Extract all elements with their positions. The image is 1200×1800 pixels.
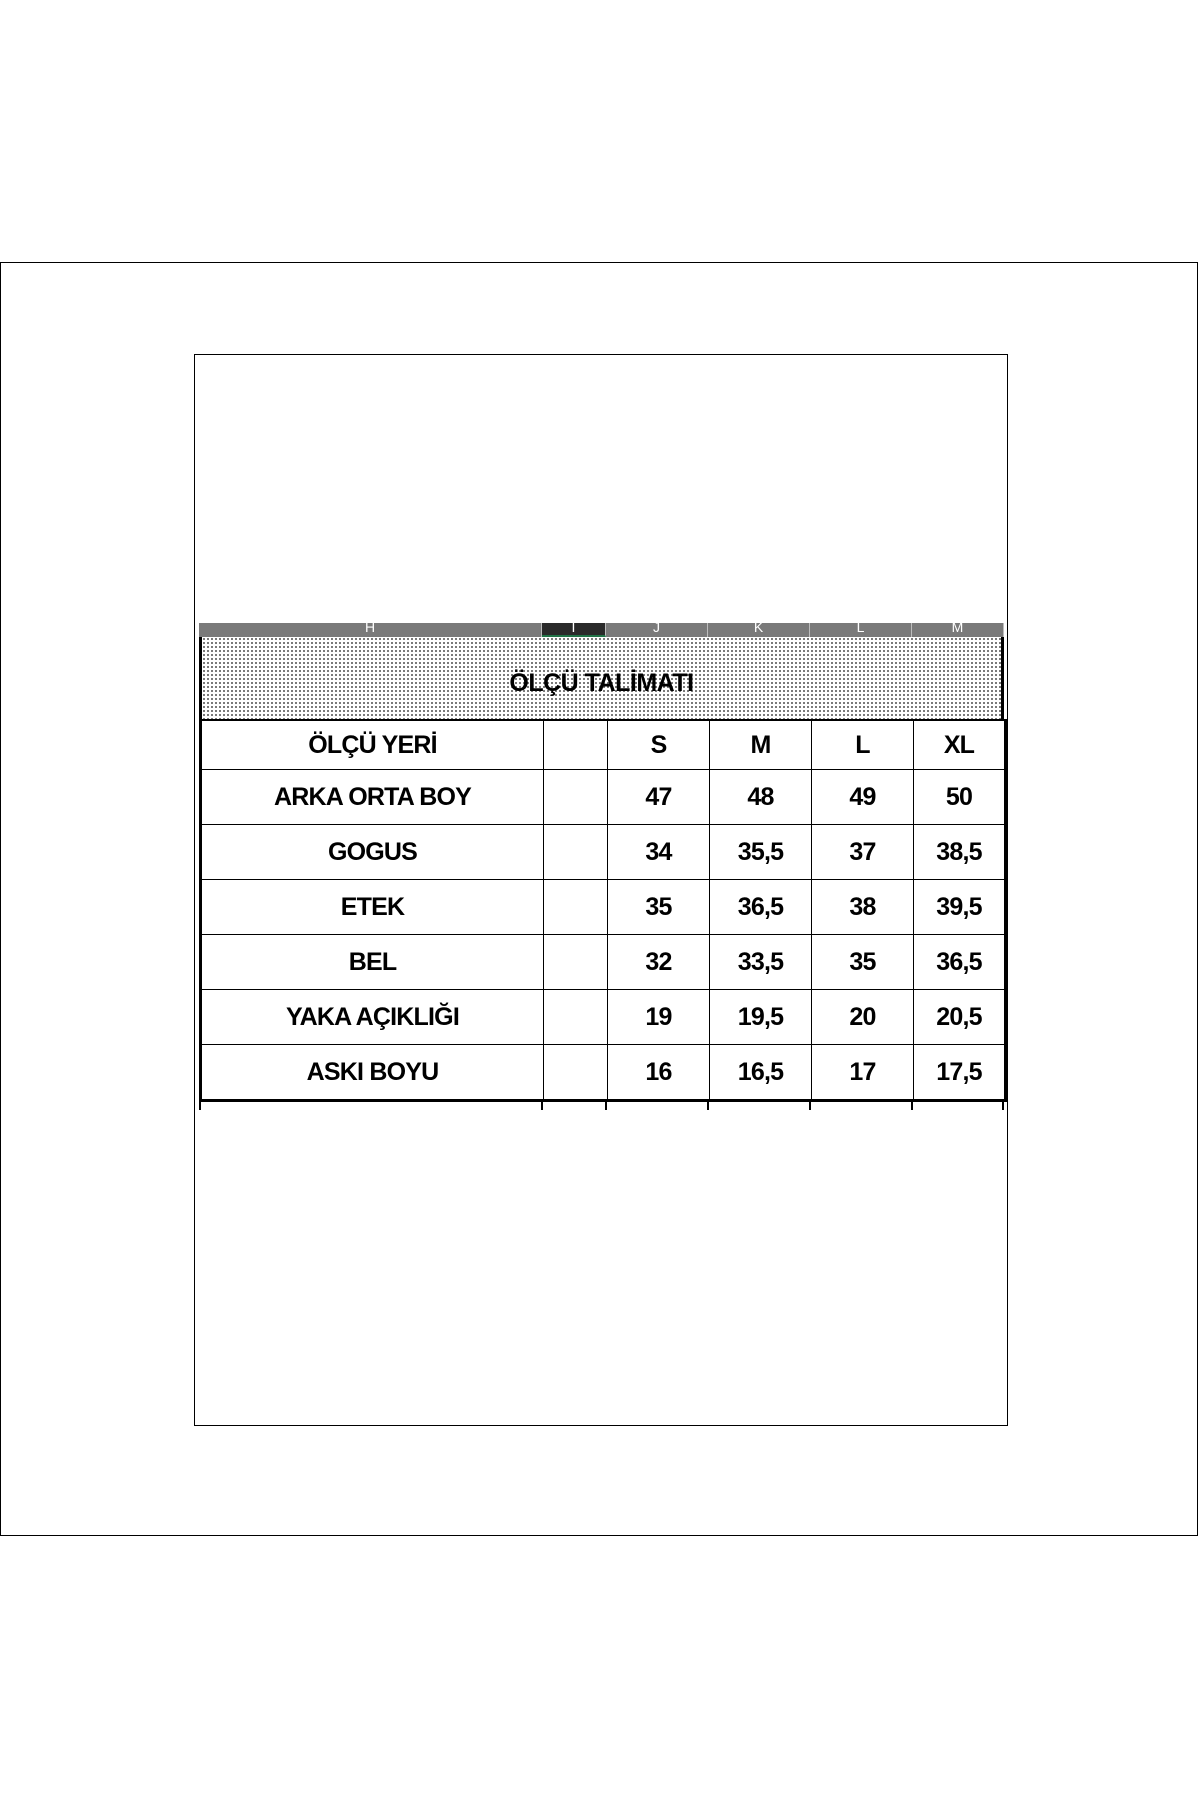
gridline-tick: [605, 1102, 607, 1110]
value-cell[interactable]: 50: [914, 770, 1006, 825]
value-cell[interactable]: 34: [608, 825, 710, 880]
value-cell[interactable]: 16: [608, 1045, 710, 1101]
column-header-strip: [199, 623, 1004, 637]
value-cell[interactable]: 32: [608, 935, 710, 990]
row-label[interactable]: BEL: [201, 935, 544, 990]
chart-title: ÖLÇÜ TALİMATI: [509, 668, 694, 697]
header-cell-measure-point[interactable]: ÖLÇÜ YERİ: [201, 720, 544, 770]
table-row: [201, 770, 1006, 825]
size-table: [199, 719, 1007, 1102]
column-header-l[interactable]: L: [810, 623, 912, 637]
header-row: [201, 720, 1006, 770]
gridline-tick: [199, 1102, 201, 1110]
gridline-tick: [707, 1102, 709, 1110]
value-cell[interactable]: 48: [710, 770, 812, 825]
table-row: [201, 935, 1006, 990]
value-cell[interactable]: 20,5: [914, 990, 1006, 1045]
value-cell[interactable]: 17,5: [914, 1045, 1006, 1101]
value-cell[interactable]: 47: [608, 770, 710, 825]
row-label[interactable]: ETEK: [201, 880, 544, 935]
title-band: [199, 637, 1004, 719]
value-cell[interactable]: 38: [812, 880, 914, 935]
value-cell[interactable]: 37: [812, 825, 914, 880]
column-header-k[interactable]: K: [708, 623, 810, 637]
size-chart-sheet: [199, 623, 1004, 1110]
table-row: [201, 1045, 1006, 1101]
gridline-tick: [911, 1102, 913, 1110]
row-label[interactable]: ARKA ORTA BOY: [201, 770, 544, 825]
table-row: [201, 880, 1006, 935]
table-row: [201, 825, 1006, 880]
value-cell[interactable]: 19: [608, 990, 710, 1045]
value-cell[interactable]: 36,5: [710, 880, 812, 935]
blank-cell[interactable]: [544, 880, 608, 935]
value-cell[interactable]: 35: [812, 935, 914, 990]
blank-cell[interactable]: [544, 770, 608, 825]
header-cell-size[interactable]: L: [812, 720, 914, 770]
blank-cell[interactable]: [544, 990, 608, 1045]
header-cell-size[interactable]: M: [710, 720, 812, 770]
value-cell[interactable]: 17: [812, 1045, 914, 1101]
row-label[interactable]: GOGUS: [201, 825, 544, 880]
column-header-m[interactable]: M: [912, 623, 1004, 637]
value-cell[interactable]: 35,5: [710, 825, 812, 880]
value-cell[interactable]: 38,5: [914, 825, 1006, 880]
column-header-j[interactable]: J: [606, 623, 708, 637]
header-cell-size[interactable]: S: [608, 720, 710, 770]
gridline-tick: [809, 1102, 811, 1110]
value-cell[interactable]: 20: [812, 990, 914, 1045]
value-cell[interactable]: 49: [812, 770, 914, 825]
blank-cell[interactable]: [544, 825, 608, 880]
value-cell[interactable]: 39,5: [914, 880, 1006, 935]
gridline-tick: [541, 1102, 543, 1110]
value-cell[interactable]: 16,5: [710, 1045, 812, 1101]
value-cell[interactable]: 36,5: [914, 935, 1006, 990]
blank-cell[interactable]: [544, 935, 608, 990]
header-cell-blank[interactable]: [544, 720, 608, 770]
value-cell[interactable]: 35: [608, 880, 710, 935]
row-label[interactable]: ASKI BOYU: [201, 1045, 544, 1101]
column-header-h[interactable]: H: [199, 623, 542, 637]
column-header-i[interactable]: I: [542, 623, 606, 637]
gridline-tail: [199, 1102, 1004, 1110]
gridline-tick: [1002, 1102, 1004, 1110]
value-cell[interactable]: 33,5: [710, 935, 812, 990]
table-row: [201, 990, 1006, 1045]
row-label[interactable]: YAKA AÇIKLIĞI: [201, 990, 544, 1045]
blank-cell[interactable]: [544, 1045, 608, 1101]
value-cell[interactable]: 19,5: [710, 990, 812, 1045]
header-cell-size[interactable]: XL: [914, 720, 1006, 770]
